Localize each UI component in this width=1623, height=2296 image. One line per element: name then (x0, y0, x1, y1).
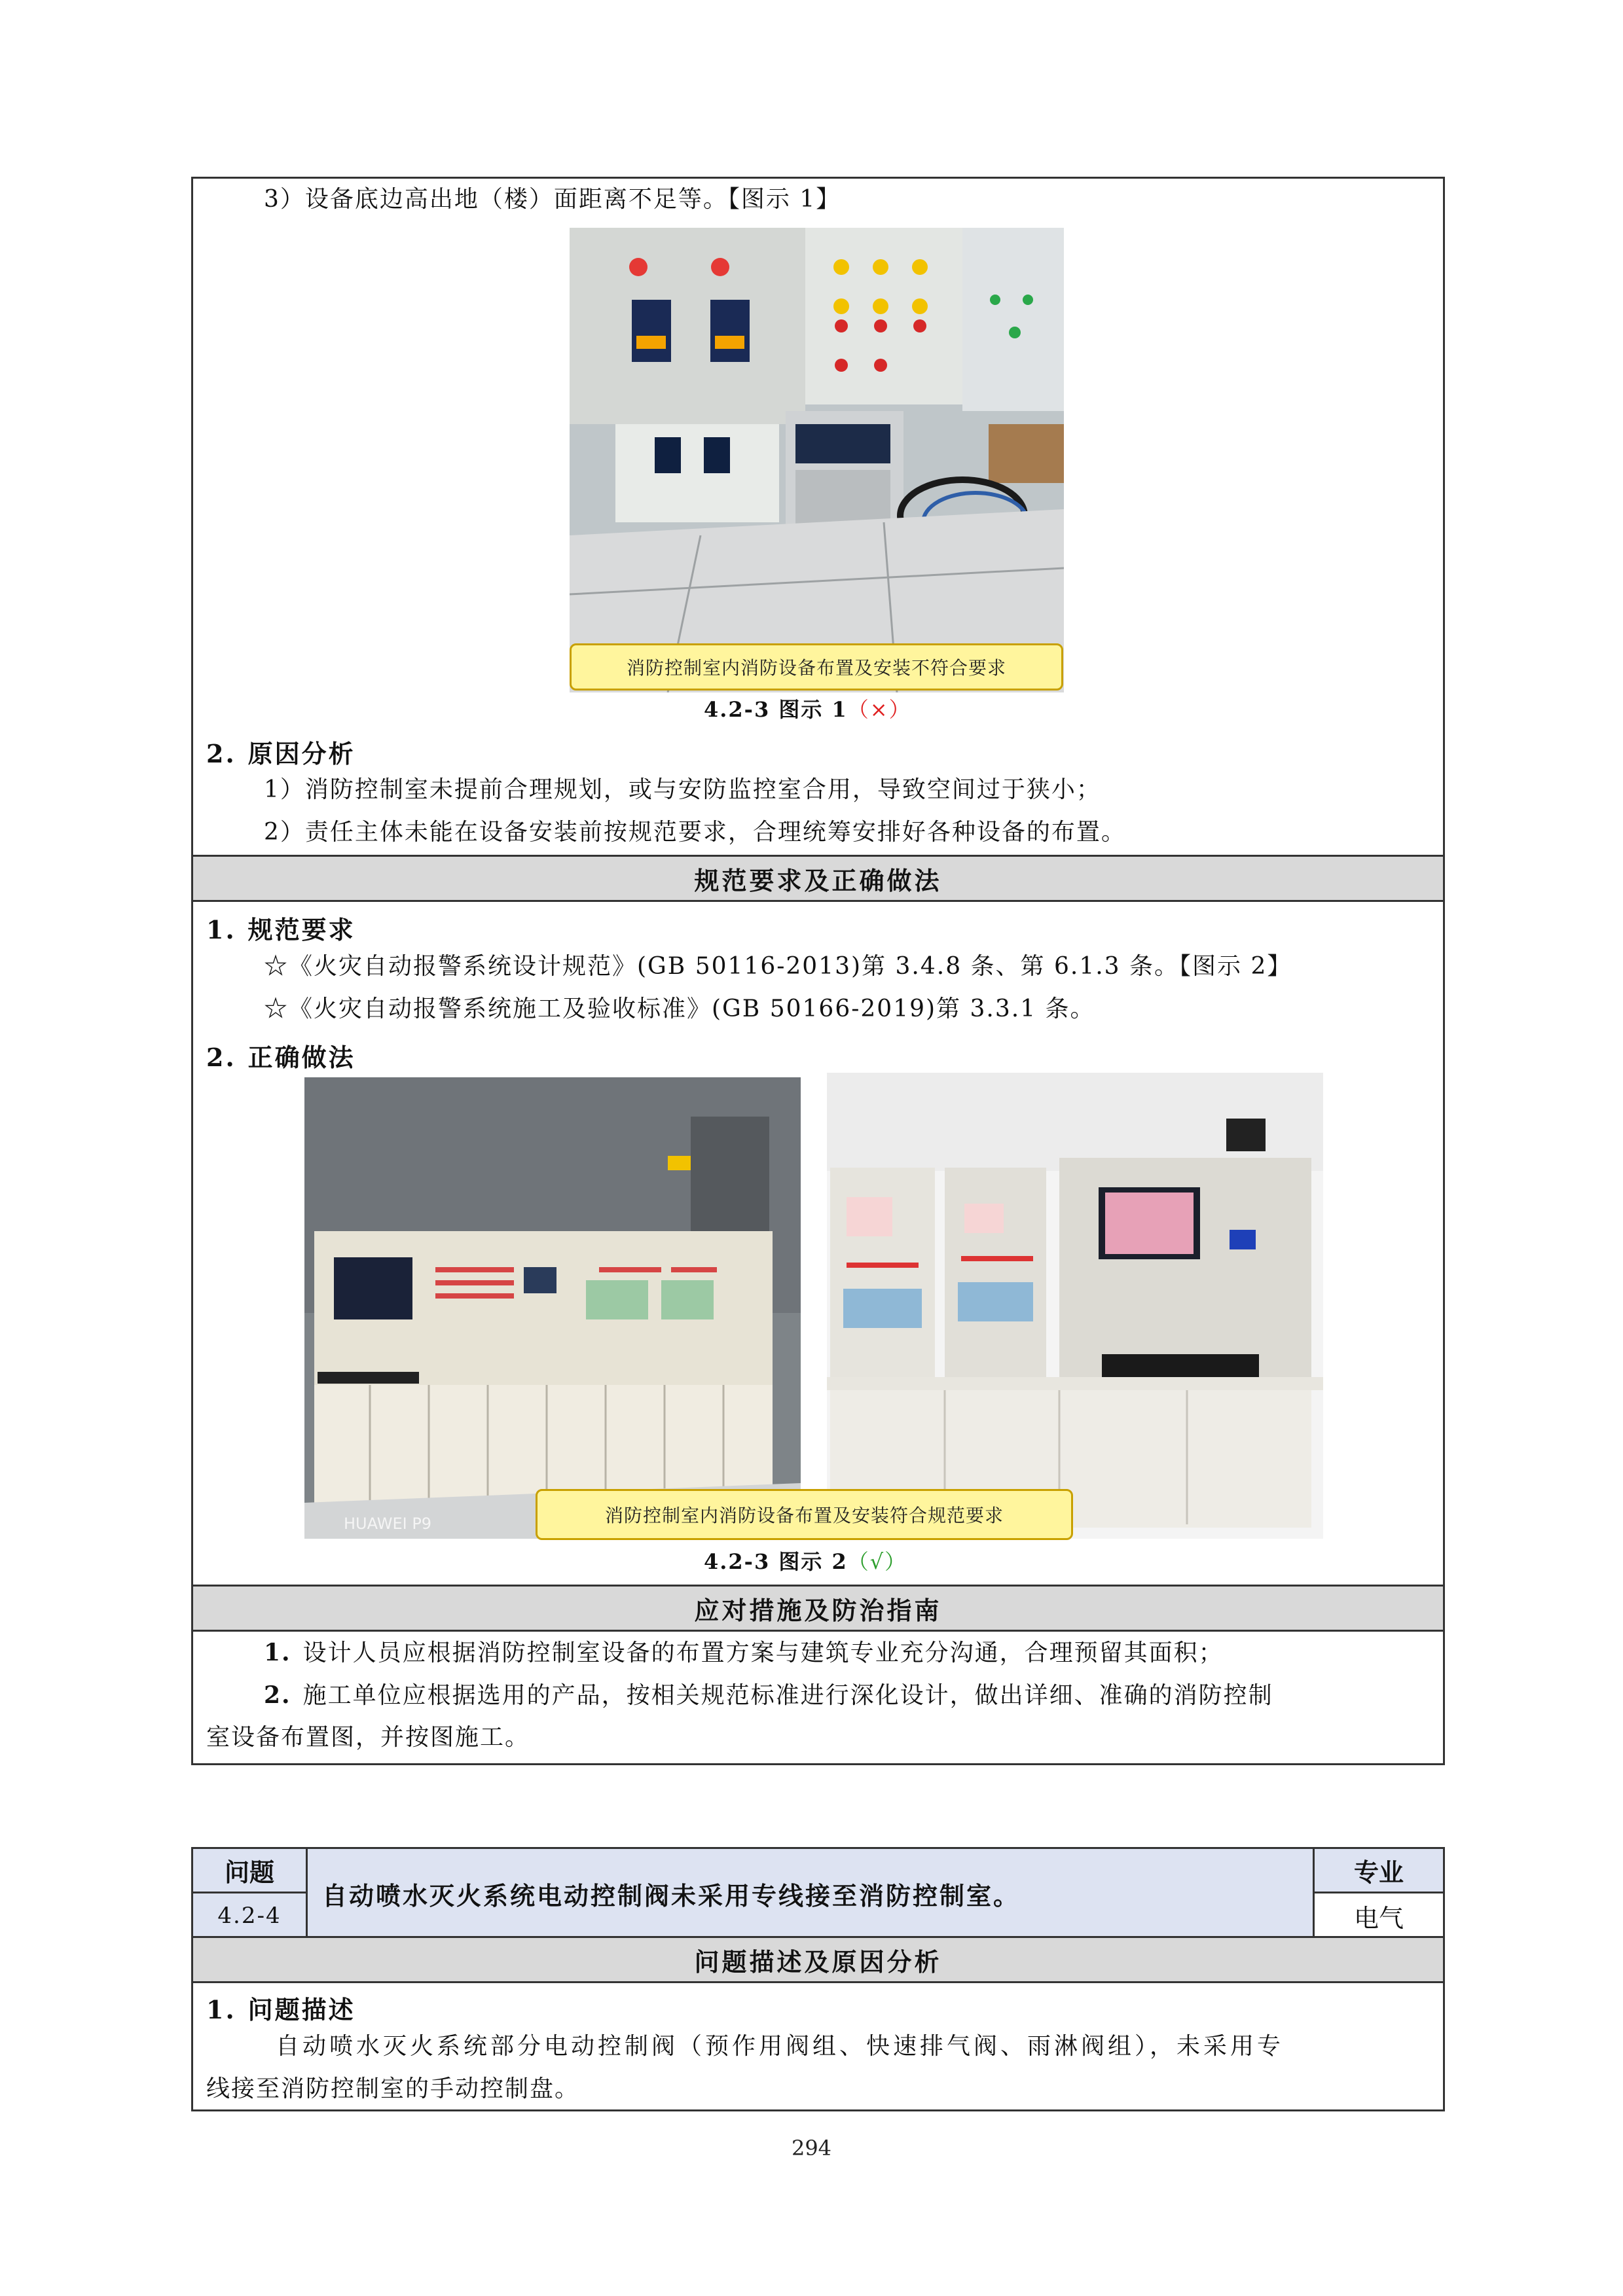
description-heading-number: 1. (206, 1995, 236, 2024)
issue-title: 自动喷水灭火系统电动控制阀未采用专线接至消防控制室。 (308, 1849, 1313, 1938)
cause-heading (206, 734, 356, 770)
figure-2-overlay-caption: 消防控制室内消防设备布置及安装符合规范要求 (536, 1489, 1073, 1540)
issue-table-4-2-4 (191, 1847, 1445, 2111)
cross-mark-icon: （×） (847, 697, 911, 722)
standards-heading-number: 1. (206, 915, 236, 944)
figure-2-caption-text: 4.2-3 图示 2 (704, 1549, 848, 1574)
measure-2-number: 2. (264, 1681, 291, 1709)
section-band-measures: 应对措施及防治指南 (193, 1585, 1443, 1632)
figure-1-photo (570, 228, 1064, 692)
cause-item-1: 1）消防控制室未提前合理规划，或与安防监控室合用，导致空间过于狭小； (264, 776, 1101, 803)
description-heading-text: 问题描述 (247, 1995, 356, 2024)
description-line-1: 自动喷水灭火系统部分电动控制阀（预作用阀组、快速排气阀、雨淋阀组），未采用专 (276, 2033, 1285, 2060)
measure-2-text: 施工单位应根据选用的产品，按相关规范标准进行深化设计，做出详细、准确的消防控制 (302, 1682, 1273, 1709)
description-line-2: 线接至消防控制室的手动控制盘。 (206, 2075, 580, 2102)
figure-1-caption (704, 693, 911, 723)
issue-table-4-2-3 (191, 177, 1445, 1765)
major-value: 电气 (1313, 1893, 1443, 1938)
standard-item-2: ☆《火灾自动报警系统施工及验收标准》(GB 50166-2019)第 3.3.1 条。 (264, 996, 1095, 1022)
figure-2-photo-left (304, 1077, 801, 1539)
figure-2-photo-right (827, 1073, 1323, 1539)
section-band-description: 问题描述及原因分析 (193, 1936, 1443, 1983)
page-number: 294 (791, 2136, 832, 2161)
standards-heading (206, 910, 356, 946)
measure-1-text: 设计人员应根据消防控制室设备的布置方案与建筑专业充分沟通，合理预留其面积； (302, 1640, 1224, 1666)
measure-item-2 (264, 1681, 1273, 1710)
correct-practice-heading (206, 1037, 356, 1073)
check-mark-icon: （√） (847, 1549, 907, 1574)
issue-label: 问题 (193, 1849, 308, 1893)
section-band-standards: 规范要求及正确做法 (193, 855, 1443, 902)
description-heading (206, 1990, 356, 2026)
major-label: 专业 (1313, 1849, 1443, 1893)
figure-1-overlay-caption: 消防控制室内消防设备布置及安装不符合要求 (570, 643, 1063, 691)
figure-2-caption (704, 1545, 907, 1575)
correct-practice-heading-number: 2. (206, 1043, 236, 1072)
measure-1-number: 1. (264, 1639, 291, 1666)
figure-1-caption-text: 4.2-3 图示 1 (704, 697, 848, 722)
standard-item-1: ☆《火灾自动报警系统设计规范》(GB 50116-2013)第 3.4.8 条、第 6.1.3 条。【图示 2】 (264, 953, 1292, 980)
item-3-text: 3）设备底边高出地（楼）面距离不足等。【图示 1】 (264, 186, 841, 213)
correct-practice-heading-text: 正确做法 (247, 1043, 356, 1072)
issue-code: 4.2-4 (193, 1893, 308, 1938)
standards-heading-text: 规范要求 (247, 915, 356, 944)
camera-watermark: HUAWEI P9 (344, 1515, 432, 1533)
cause-heading-text: 原因分析 (247, 739, 356, 768)
measure-item-2-continued: 室设备布置图，并按图施工。 (206, 1724, 530, 1751)
cause-item-2: 2）责任主体未能在设备安装前按规范要求，合理统筹安排好各种设备的布置。 (264, 819, 1126, 846)
cause-heading-number: 2. (206, 739, 236, 768)
measure-item-1 (264, 1638, 1224, 1668)
